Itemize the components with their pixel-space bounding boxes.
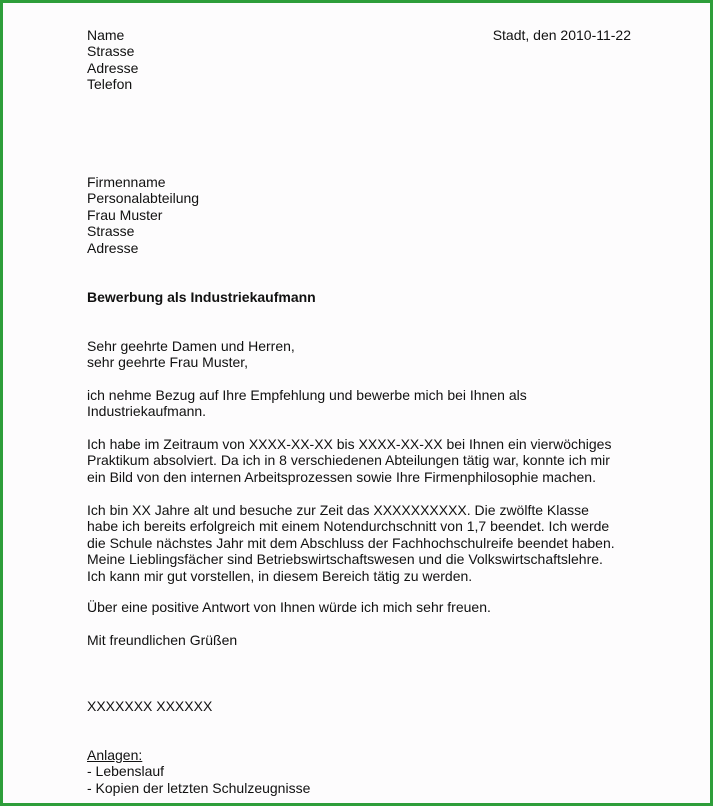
sender-street: Strasse bbox=[87, 43, 135, 60]
paragraph-line: Industriekaufmann. bbox=[87, 403, 207, 420]
sender-block bbox=[87, 27, 138, 93]
paragraph-line: Ich bin XX Jahre alt und besuche zur Zeit das XXXXXXXXXX. Die zwölfte Klasse bbox=[87, 502, 589, 518]
attachments-block bbox=[87, 747, 310, 796]
paragraph-line: die Schule nächstes Jahr mit dem Abschluss der Fachhochschulreife beendet haben. bbox=[87, 534, 615, 551]
sender-phone: Telefon bbox=[87, 76, 133, 93]
attachment-item: - Kopien der letzten Schulzeugnisse bbox=[87, 779, 311, 796]
paragraph-line: Über eine positive Antwort von Ihnen würde ich mich sehr freuen. bbox=[87, 599, 491, 615]
recipient-address: Adresse bbox=[87, 239, 139, 256]
recipient-company: Firmenname bbox=[87, 174, 166, 190]
recipient-department: Personalabteilung bbox=[87, 190, 200, 207]
paragraph-1 bbox=[87, 387, 527, 420]
place-date: Stadt, den 2010-11-22 bbox=[492, 27, 631, 43]
sender-address: Adresse bbox=[87, 59, 139, 76]
recipient-contact: Frau Muster bbox=[87, 206, 163, 223]
salutation-line-2: sehr geehrte Frau Muster, bbox=[87, 354, 249, 371]
paragraph-line: Praktikum absolviert. Da ich in 8 verschiedenen Abteilungen tätig war, konnte ich mir bbox=[87, 452, 610, 469]
paragraph-line: ich nehme Bezug auf Ihre Empfehlung und bewerbe mich bei Ihnen als bbox=[87, 387, 527, 403]
paragraph-line: Meine Lieblingsfächer sind Betriebswirtschaftswesen und die Volkswirtschaftslehre. bbox=[87, 551, 603, 568]
paragraph-4 bbox=[87, 599, 491, 615]
recipient-street: Strasse bbox=[87, 223, 135, 240]
paragraph-3 bbox=[87, 502, 615, 584]
paragraph-line: ein Bild von den internen Arbeitsprozessen sowie Ihre Firmenphilosophie machen. bbox=[87, 468, 596, 485]
salutation-block bbox=[87, 338, 295, 371]
sender-name: Name bbox=[87, 27, 125, 43]
closing-line: Mit freundlichen Grüßen bbox=[87, 632, 238, 648]
attachment-item: - Lebenslauf bbox=[87, 763, 165, 780]
subject-line: Bewerbung als Industriekaufmann bbox=[87, 289, 316, 305]
paragraph-2 bbox=[87, 436, 611, 485]
paragraph-line: Ich kann mir gut vorstellen, in diesem Bereich tätig zu werden. bbox=[87, 567, 473, 584]
signature-name: XXXXXXX XXXXXX bbox=[87, 698, 213, 714]
paragraph-line: habe ich bereits erfolgreich mit einem Notendurchschnitt von 1,7 beendet. Ich werde bbox=[87, 518, 610, 535]
paragraph-line: Ich habe im Zeitraum von XXXX-XX-XX bis XXXX-XX-XX bei Ihnen ein vierwöchiges bbox=[87, 436, 612, 452]
salutation-line-1: Sehr geehrte Damen und Herren, bbox=[87, 338, 295, 354]
attachments-heading: Anlagen: bbox=[87, 747, 143, 763]
recipient-block bbox=[87, 174, 199, 256]
